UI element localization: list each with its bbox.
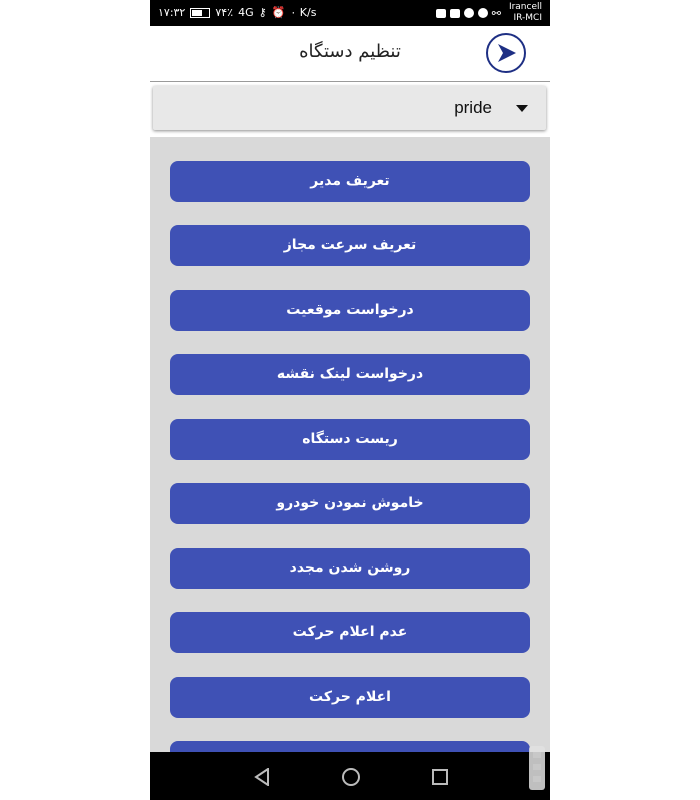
disable-motion-alert-button[interactable]: عدم اعلام حرکت xyxy=(170,612,530,653)
message-icon xyxy=(478,8,488,18)
status-right xyxy=(436,2,542,24)
chevron-down-icon[interactable] xyxy=(516,105,528,112)
battery-icon xyxy=(190,8,210,18)
define-admin-button[interactable]: تعریف مدیر xyxy=(170,161,530,202)
signal-label: 4G xyxy=(238,6,254,19)
enable-motion-alert-button[interactable]: اعلام حرکت xyxy=(170,677,530,718)
status-left xyxy=(158,6,316,19)
key-icon: ⚷ xyxy=(258,6,267,19)
request-location-button[interactable]: درخواست موقعیت xyxy=(170,290,530,331)
device-select-value: pride xyxy=(454,98,492,117)
arrow-circle-icon xyxy=(494,41,518,65)
app-header xyxy=(150,26,550,82)
carrier-2: IR-MCI xyxy=(513,13,542,23)
clock: ۱۷:۳۲ xyxy=(158,6,186,19)
link-icon: ⚯ xyxy=(491,6,501,20)
actions-list[interactable] xyxy=(150,137,550,752)
device-select[interactable] xyxy=(153,86,546,130)
nav-recents-icon[interactable] xyxy=(432,769,448,785)
turn-on-again-button[interactable]: روشن شدن مجدد xyxy=(170,548,530,589)
turn-off-vehicle-button[interactable]: خاموش نمودن خودرو xyxy=(170,483,530,524)
define-speed-limit-button[interactable]: تعریف سرعت مجاز xyxy=(170,225,530,266)
request-map-link-button[interactable]: درخواست لینک نقشه xyxy=(170,354,530,395)
back-button[interactable] xyxy=(486,33,526,73)
carrier-info xyxy=(509,2,542,24)
status-bar xyxy=(150,0,550,26)
alarm-icon: ⏰ xyxy=(271,6,286,19)
reset-device-button[interactable]: ریست دستگاه xyxy=(170,419,530,460)
phone-screen xyxy=(150,0,550,800)
page-title: تنظیم دستگاه xyxy=(299,41,401,62)
telegram-icon xyxy=(464,8,474,18)
mail-icon xyxy=(450,9,460,18)
partial-action-button[interactable] xyxy=(170,741,530,752)
speed-readout: ۰ K/s xyxy=(290,6,317,19)
navigation-bar xyxy=(150,752,550,800)
nav-home-icon[interactable] xyxy=(342,768,360,786)
nav-back-icon[interactable] xyxy=(254,768,270,786)
carrier-1: Irancell xyxy=(508,2,542,12)
watermark-logo-icon xyxy=(523,740,551,795)
battery-percent: ۷۴٪ xyxy=(215,6,234,19)
app-notification-icon xyxy=(436,9,446,18)
